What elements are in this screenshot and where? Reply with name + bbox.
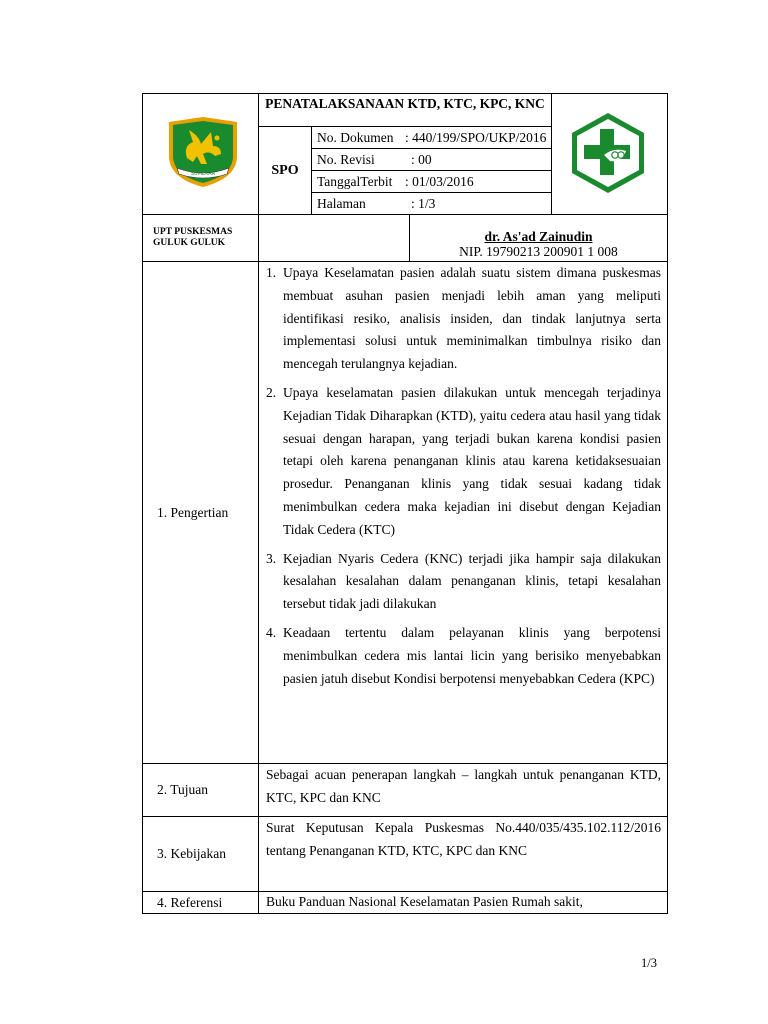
puskesmas-logo-icon [566, 111, 650, 195]
section-label-pengertian: 1. Pengertian [143, 262, 259, 764]
pegasus-emblem-icon [163, 116, 243, 188]
spo-label: SPO [259, 127, 312, 215]
meta-halaman [312, 193, 552, 215]
document-title: PENATALAKSANAAN KTD, KTC, KPC, KNC [259, 94, 552, 127]
meta-value: : 01/03/2016 [405, 173, 474, 189]
list-item-text: Upaya keselamatan pasien dilakukan untuk mencegah terjadinya Kejadian Tidak Diharapkan (KTD), yaitu cedera atau hasil yang tidak sesuai dengan harapan, yang terjadi bukan karena kondisi pasien tetapi oleh karena penanganan klinis atau karena ketidaksesuaian prosedur. Penanganan klinis yang tidak sesuai kadang tidak menimbulkan cedera maka kejadian ini disebut dengan Kejadian Tidak Cedera (KTC) [283, 384, 661, 537]
signature-block [410, 215, 668, 262]
list-item [266, 622, 661, 690]
section-content-pengertian [259, 262, 668, 764]
meta-no-revisi [312, 149, 552, 171]
meta-label: Halaman [317, 195, 366, 211]
list-item-number: 4. [266, 624, 277, 640]
section-content-referensi: Buku Panduan Nasional Keselamatan Pasien Rumah sakit, [259, 892, 668, 914]
list-item [266, 262, 661, 376]
section-label-kebijakan: 3. Kebijakan [143, 817, 259, 892]
unit-line-2: GULUK GULUK [153, 238, 226, 248]
sop-document [142, 93, 667, 914]
right-logo-cell [552, 94, 668, 215]
signatory-nip: NIP. 19790213 200901 1 008 [459, 244, 618, 259]
list-item-number: 2. [266, 384, 277, 400]
meta-label: TanggalTerbit [317, 173, 393, 189]
meta-value: : 440/199/SPO/UKP/2016 [405, 129, 547, 145]
signatory-name: dr. As'ad Zainudin [484, 229, 593, 244]
list-item [266, 548, 661, 616]
page-number: 1/3 [641, 956, 657, 970]
unit-name [143, 215, 259, 262]
list-item-number: 3. [266, 550, 277, 566]
list-item-text: Kejadian Nyaris Cedera (KNC) terjadi jika hampir saja dilakukan kesalahan kesalahan dalam penanganan klinis, tetapi kesalahan tersebut tidak jadi dilakukan [283, 550, 661, 612]
section-content-tujuan: Sebagai acuan penerapan langkah – langkah untuk penanganan KTD, KTC, KPC dan KNC [259, 764, 668, 817]
list-item-text: Keadaan tertentu dalam pelayanan klinis yang berpotensi menimbulkan cedera mis lantai licin yang berisiko menyebabkan pasien jatuh disebut Kondisi berpotensi menyebabkan Cedera (KPC) [283, 624, 661, 686]
section-label-tujuan: 2. Tujuan [143, 764, 259, 817]
meta-value: : 00 [411, 151, 432, 167]
meta-label: No. Dokumen [317, 129, 394, 145]
unit-line-1: UPT PUSKESMAS [153, 227, 233, 237]
section-content-kebijakan: Surat Keputusan Kepala Puskesmas No.440/035/435.102.112/2016 tentang Penanganan KTD, KTC, KPC dan KNC [259, 817, 668, 892]
left-logo-cell [143, 94, 259, 215]
meta-tanggal-terbit [312, 171, 552, 193]
emblem-banner-text: SUMEKAR [190, 171, 216, 177]
meta-no-dokumen [312, 127, 552, 149]
list-item-number: 1. [266, 265, 277, 280]
section-label-referensi: 4. Referensi [143, 892, 259, 914]
empty-cell [259, 215, 410, 262]
list-item-text: Upaya Keselamatan pasien adalah suatu sistem dimana puskesmas membuat asuhan pasien menjadi lebih aman yang meliputi identifikasi resiko, analisis insiden, dan tindak lanjutnya serta implementasi solusi untuk meminimalkan timbulnya risiko dan mencegah terulangnya kejadian. [283, 265, 661, 372]
list-item [266, 382, 661, 542]
meta-label: No. Revisi [317, 151, 375, 167]
sop-content-table [142, 261, 668, 914]
meta-value: : 1/3 [411, 195, 436, 211]
sop-header-table [142, 93, 668, 262]
